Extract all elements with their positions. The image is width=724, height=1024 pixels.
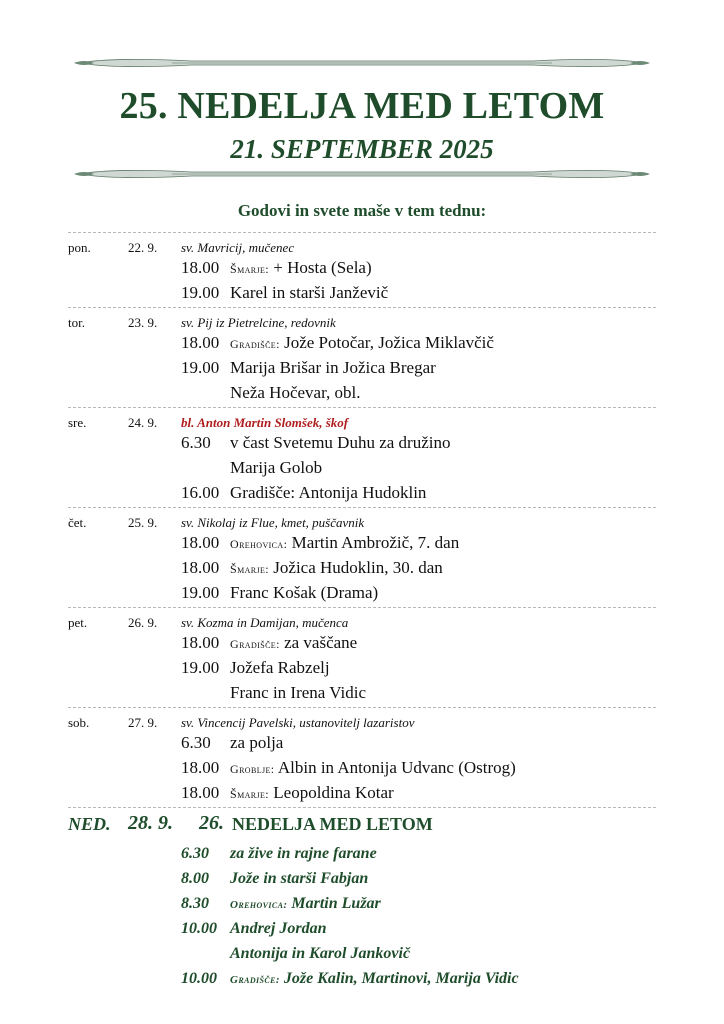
day-name: sre. [68,415,87,430]
mass-location: Groblje: [230,762,275,776]
mass-text [230,870,368,888]
day-header [68,608,656,630]
mass-row [68,530,656,555]
mass-time: 18.00 [181,258,220,277]
saint-name: sv. Mavricij, mučenec [181,240,295,255]
mass-row [68,430,656,455]
sunday-header [68,808,656,842]
mass-time: 18.00 [181,333,220,352]
saint-name: sv. Nikolaj iz Flue, kmet, puščavnik [181,515,365,530]
mass-time: 10.00 [181,920,217,937]
mass-intention: Albin in Antonija Udvanc (Ostrog) [277,758,516,777]
mass-time: 19.00 [181,283,220,302]
mass-time: 18.00 [181,783,220,802]
mass-text [230,558,443,578]
mass-text [230,333,494,353]
mass-text [230,633,357,653]
mass-intention: Franc in Irena Vidic [230,683,367,702]
day-name: čet. [68,515,87,530]
mass-row [68,680,656,705]
mass-time: 8.00 [181,870,209,887]
day-date: 22. 9. [128,240,158,255]
mass-text [230,433,450,453]
mass-text [230,283,388,303]
mass-intention: Franc Košak (Drama) [230,583,379,602]
sunday-day-name: NED. [68,814,111,834]
mass-text [230,758,516,778]
mass-text [230,583,378,603]
mass-row [68,255,656,280]
mass-row [68,480,656,505]
mass-row [68,730,656,755]
saint-name: sv. Vincencij Pavelski, ustanovitelj lazaristov [181,715,415,730]
weekday-list [68,233,656,808]
mass-row [68,780,656,805]
mass-location: Gradišče: [230,637,280,651]
mass-location: Gradišče: [230,974,280,986]
mass-text [230,458,322,478]
mass-intention: Jože in starši Fabjan [230,870,369,887]
mass-intention: Jožefa Rabzelj [230,658,330,677]
mass-row [68,917,656,942]
mass-text [230,483,426,503]
mass-text [230,945,410,963]
mass-row [68,892,656,917]
mass-row [68,380,656,405]
day-name: sob. [68,715,90,730]
day-date: 26. 9. [128,615,158,630]
mass-row [68,942,656,967]
mass-intention: Martin Lužar [291,895,381,912]
mass-time: 6.30 [181,845,209,862]
sunday-title: NEDELJA MED LETOM [232,814,433,834]
mass-text [230,783,394,803]
ornament-divider-bottom [72,167,652,181]
day-header [68,408,656,430]
mass-text [230,658,330,678]
mass-row [68,455,656,480]
mass-intention: Leopoldina Kotar [273,783,394,802]
mass-time: 8.30 [181,895,209,912]
mass-text [230,845,377,863]
mass-time: 19.00 [181,658,220,677]
mass-intention: + Hosta (Sela) [273,258,372,277]
mass-intention: Marija Golob [230,458,323,477]
mass-intention: Antonija in Karol Jankovič [230,945,411,962]
mass-intention: v čast Svetemu Duhu za družino [230,433,451,452]
day-name: pon. [68,240,91,255]
mass-row [68,630,656,655]
day-date: 27. 9. [128,715,158,730]
mass-time: 6.30 [181,733,211,752]
mass-row [68,555,656,580]
day-block [68,233,656,308]
day-name: tor. [68,315,85,330]
weekly-schedule [68,232,656,992]
mass-text [230,383,361,403]
mass-location: Šmarje: [230,262,270,276]
mass-time: 19.00 [181,583,220,602]
mass-row [68,580,656,605]
saint-name: sv. Pij iz Pietrelcine, redovnik [181,315,336,330]
mass-row [68,967,656,992]
mass-location: Orehovica: [230,537,288,551]
mass-row [68,842,656,867]
mass-row [68,280,656,305]
mass-intention: Jožica Hudoklin, 30. dan [273,558,443,577]
mass-time: 6.30 [181,433,211,452]
mass-time: 18.00 [181,758,220,777]
day-block [68,508,656,608]
day-header [68,508,656,530]
ornament-divider-top [72,56,652,70]
day-date: 25. 9. [128,515,158,530]
mass-row [68,755,656,780]
mass-time: 18.00 [181,558,220,577]
mass-text [230,895,381,913]
day-date: 23. 9. [128,315,158,330]
mass-row [68,655,656,680]
mass-text [230,533,459,553]
day-block [68,408,656,508]
mass-time: 18.00 [181,633,220,652]
sunday-rank: 26. [199,812,224,834]
mass-intention: za polja [230,733,284,752]
mass-intention: Neža Hočevar, obl. [230,383,361,402]
mass-text [230,358,436,378]
mass-location: Gradišče: [230,337,280,351]
mass-location: Šmarje: [230,787,270,801]
section-subtitle: Godovi in svete maše v tem tednu: [237,201,487,220]
mass-text [230,920,326,938]
mass-intention: Andrej Jordan [230,920,327,937]
day-header [68,708,656,730]
mass-text [230,258,372,278]
mass-text [230,970,519,988]
sunday-block [68,808,656,992]
mass-time: 19.00 [181,358,220,377]
mass-intention: Marija Brišar in Jožica Bregar [230,358,436,377]
day-date: 24. 9. [128,415,158,430]
mass-time: 18.00 [181,533,220,552]
mass-location: Šmarje: [230,562,270,576]
mass-intention: za žive in rajne farane [230,845,377,862]
day-header [68,233,656,255]
day-name: pet. [68,615,88,630]
mass-text [230,683,366,703]
mass-intention: Jože Kalin, Martinovi, Marija Vidic [283,970,519,987]
mass-time: 16.00 [181,483,220,502]
mass-intention: Martin Ambrožič, 7. dan [291,533,460,552]
saint-name: bl. Anton Martin Slomšek, škof [181,415,349,430]
saint-name: sv. Kozma in Damijan, mučenca [181,615,349,630]
page-title: 25. NEDELJA MED LETOM [119,85,605,127]
mass-location: Orehovica: [230,899,288,911]
page-date: 21. SEPTEMBER 2025 [230,134,494,164]
mass-row [68,330,656,355]
mass-intention: za vaščane [284,633,358,652]
day-header [68,308,656,330]
mass-intention: Gradišče: Antonija Hudoklin [230,483,427,502]
day-block [68,308,656,408]
mass-intention: Karel in starši Janževič [230,283,389,302]
mass-time: 10.00 [181,970,217,987]
mass-text [230,733,283,753]
sunday-date: 28. 9. [128,812,173,834]
mass-row [68,355,656,380]
mass-intention: Jože Potočar, Jožica Miklavčič [284,333,494,352]
sunday-mass-list [68,842,656,992]
day-block [68,708,656,808]
day-block [68,608,656,708]
mass-row [68,867,656,892]
